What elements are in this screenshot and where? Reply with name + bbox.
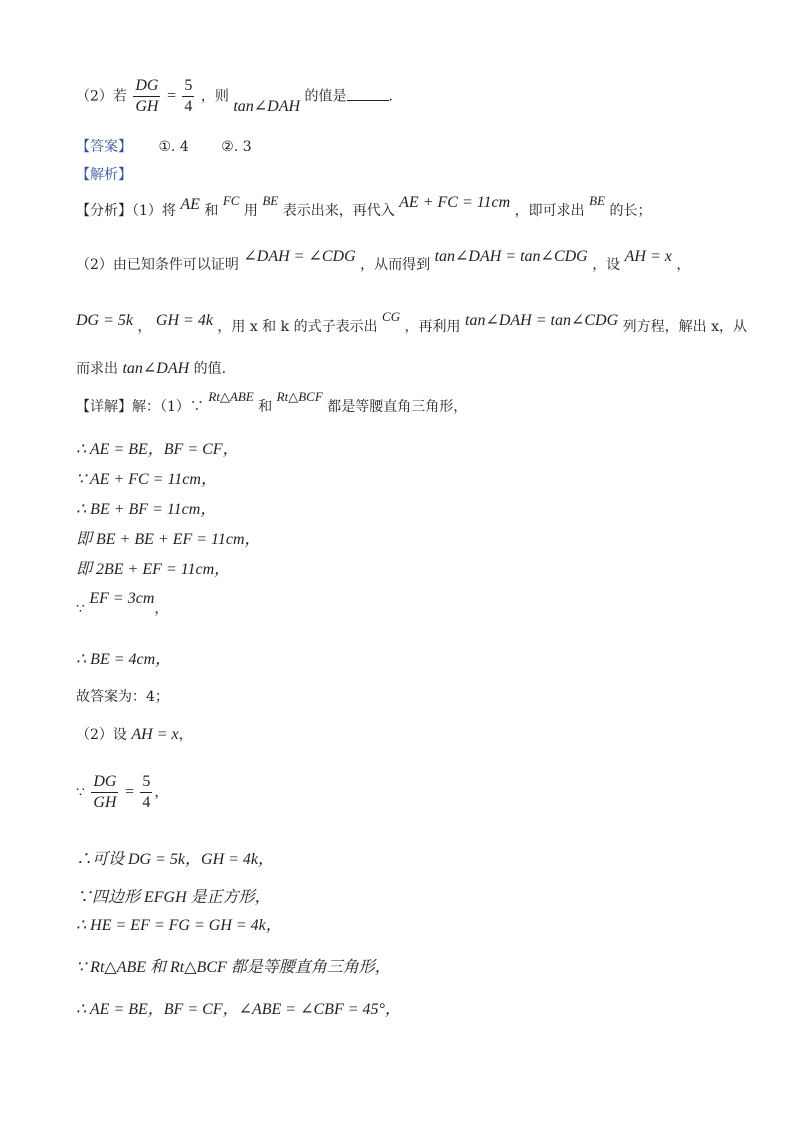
detail-prefix: 【详解】解：（1）∵	[76, 399, 204, 415]
ratio-value-fraction	[140, 772, 152, 813]
be-term: BE	[262, 193, 279, 208]
ratio-value-denominator: 4	[142, 794, 151, 811]
be-result: ∴ BE = 4cm，	[76, 651, 172, 668]
dg-equation: DG = 5k	[76, 312, 134, 329]
right-triangle-line: ∵ Rt△ABE 和 Rt△BCF 都是等腰直角三角形，	[76, 959, 391, 976]
q2-suffix: 的值是	[304, 88, 347, 105]
answer-blank	[347, 100, 389, 101]
rt-abe: Rt△ABE	[208, 389, 254, 404]
ratio-fraction	[133, 76, 160, 117]
angle-equation: ∠DAH = ∠CDG	[243, 248, 356, 265]
answer-1-line: 故答案为：4；	[76, 689, 169, 705]
part2-prefix: （2）设	[76, 727, 127, 743]
value-denominator: 4	[184, 98, 193, 115]
part2-line	[76, 724, 193, 744]
analysis-line-4	[76, 358, 226, 378]
fc-term: FC	[222, 193, 240, 208]
ratio-fraction-2	[91, 772, 118, 813]
analysis3-text-3: 列方程，解出 x，从	[622, 319, 747, 335]
tan-equation-2: tan∠DAH = tan∠CDG	[465, 312, 619, 329]
set-line: ∴可设 DG = 5k，GH = 4k，	[76, 851, 275, 868]
q2-prefix: （2）若	[76, 88, 127, 105]
ratio-equals: =	[124, 783, 134, 801]
analysis-tag-line	[76, 164, 132, 184]
part2-end: ，	[178, 727, 193, 743]
analysis2-text-4: ，	[676, 257, 691, 273]
fraction-numerator: DG	[133, 76, 160, 97]
step-3: ∴ BE + BF = 11cm，	[76, 501, 217, 518]
analysis-line-2	[76, 248, 691, 274]
detail-text: 都是等腰直角三角形，	[327, 399, 468, 415]
because-symbol: ∵	[76, 601, 85, 617]
step-4: 即 BE + BE + EF = 11cm，	[76, 531, 261, 548]
analysis-tag: 【解析】	[76, 167, 132, 183]
ah-equation: AH = x	[624, 248, 672, 265]
because-symbol-2: ∵	[76, 784, 85, 801]
answer-line	[76, 136, 252, 156]
and-word: 和	[204, 203, 219, 219]
analysis3-text-1: ，用 x 和 k 的式子表示出	[217, 319, 378, 335]
rt-bcf: Rt△BCF	[276, 389, 323, 404]
value-numerator: 5	[182, 76, 194, 97]
ae-term: AE	[180, 196, 200, 213]
analysis4-text-2: 的值.	[193, 361, 227, 377]
ef-equation: EF = 3cm	[89, 590, 155, 607]
comma: ，	[137, 319, 152, 335]
answer-1: ①. 4	[158, 139, 189, 155]
and-word-2: 和	[258, 399, 273, 415]
use-word: 用	[243, 203, 258, 219]
step-2: ∵ AE + FC = 11cm，	[76, 471, 217, 488]
q2-then: ，则	[200, 88, 229, 105]
final-line: ∴ AE = BE，BF = CF，∠ABE = ∠CBF = 45°，	[76, 1001, 401, 1018]
ratio-value-numerator: 5	[140, 772, 152, 793]
equal-sides-line: ∴ HE = EF = FG = GH = 4k，	[76, 917, 282, 934]
analysis-line-3	[76, 309, 747, 336]
analysis-text-3: 的长；	[609, 203, 652, 219]
ah-set: AH = x	[131, 726, 179, 743]
analysis-line-1	[76, 193, 652, 220]
answer-tag: 【答案】	[76, 139, 132, 155]
fraction-denominator: GH	[135, 98, 159, 115]
analysis2-text-2: ，从而得到	[360, 257, 431, 273]
square-line: ∵四边形 EFGH 是正方形，	[76, 889, 271, 906]
gh-equation: GH = 4k	[155, 312, 213, 329]
answer-2: ②. 3	[221, 139, 252, 155]
step-5: 即 2BE + EF = 11cm，	[76, 561, 231, 578]
value-fraction	[182, 76, 194, 117]
equals-sign: =	[166, 87, 176, 105]
tan-expression: tan∠DAH	[233, 97, 301, 115]
ratio-end: ，	[154, 784, 169, 801]
analysis4-text-1: 而求出	[76, 361, 118, 377]
analysis-text-1: 表示出来，再代入	[282, 203, 395, 219]
analysis-text-2: ，即可求出	[514, 203, 585, 219]
analysis-prefix: 【分析】（1）将	[76, 203, 176, 219]
analysis2-text-1: （2）由已知条件可以证明	[76, 257, 239, 273]
sum-equation: AE + FC = 11cm	[399, 194, 511, 211]
ratio-denominator: GH	[93, 794, 117, 811]
q2-end: .	[388, 88, 393, 105]
analysis2-text-3: ，设	[592, 257, 621, 273]
ratio-line	[76, 772, 168, 813]
detail-line	[76, 389, 468, 416]
tan-dah: tan∠DAH	[122, 360, 190, 377]
ratio-numerator: DG	[91, 772, 118, 793]
analysis3-text-2: ，再利用	[404, 319, 461, 335]
ef-line	[76, 588, 169, 617]
ef-end: ，	[154, 601, 169, 617]
step-1: ∴ AE = BE，BF = CF，	[76, 441, 239, 458]
be-term-2: BE	[589, 193, 606, 208]
cg-term: CG	[382, 309, 401, 324]
tan-equation: tan∠DAH = tan∠CDG	[434, 248, 588, 265]
question-2	[76, 76, 393, 117]
